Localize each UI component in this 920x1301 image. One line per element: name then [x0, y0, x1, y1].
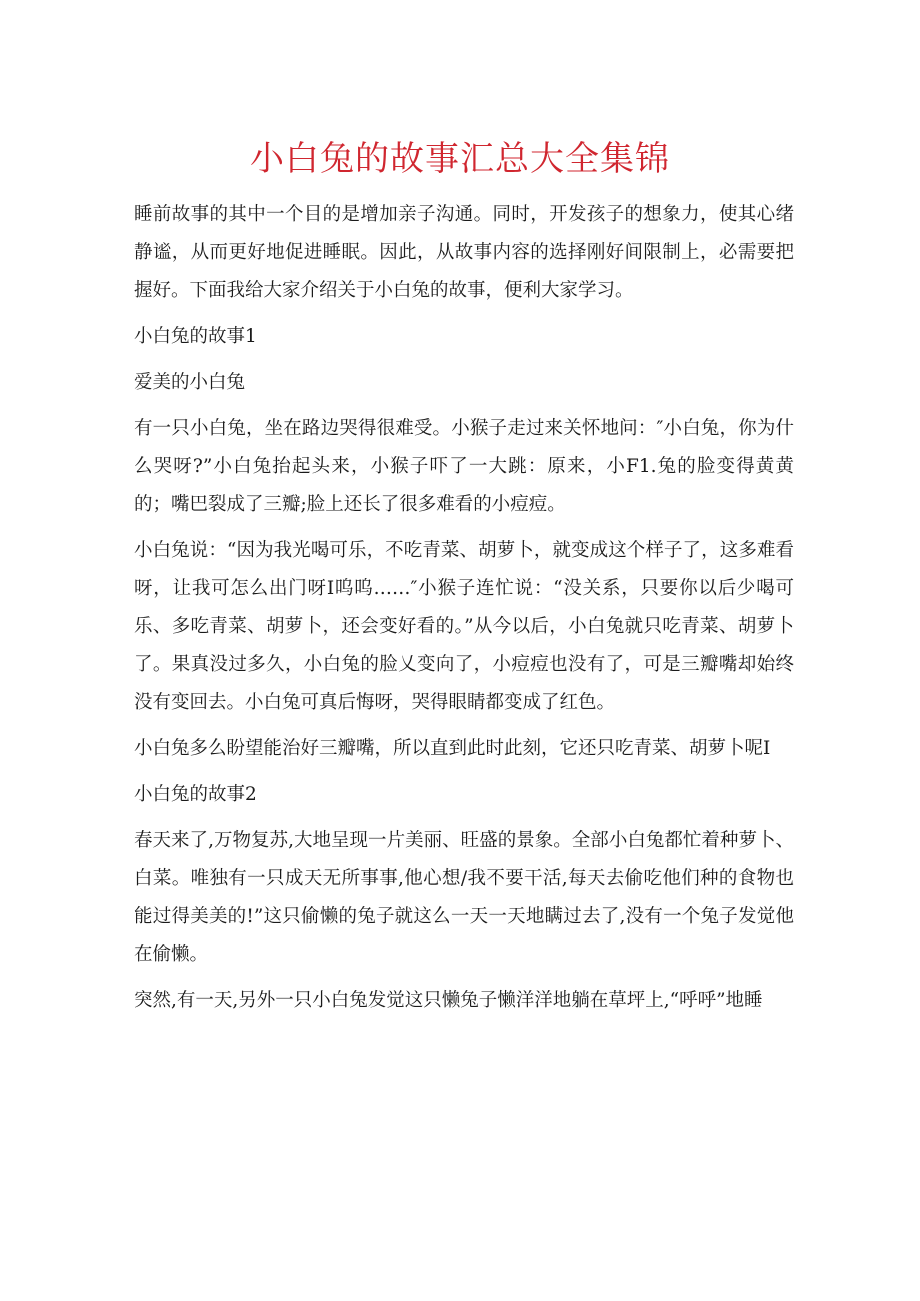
intro-paragraph: 睡前故事的其中一个目的是增加亲子沟通。同时，开发孩子的想象力，使其心绪静谧，从而更好地促进睡眠。因此，从故事内容的选择刚好间限制上，必需要把握好。下面我给大家介绍关于小白兔的故事，便利大家学习。 — [134, 204, 794, 301]
story-1-paragraph: 小白兔多么盼望能治好三瓣嘴，所以直到此时此刻，它还只吃青菜、胡萝卜呢I — [134, 738, 771, 759]
story-1-paragraph: 有一只小白兔，坐在路边哭得很难受。小猴子走过来关怀地问：″小白兔，你为什么哭呀?”小白兔抬起头来，小猴子吓了一大跳：原来，小F1.兔的脸变得黄黄的；嘴巴裂成了三瓣;脸上还长了很多难看的小痘痘。 — [134, 418, 794, 515]
story-1-heading: 小白兔的故事1 — [134, 326, 257, 347]
story-2-paragraph: 春天来了,万物复苏,大地呈现一片美丽、旺盛的景象。全部小白兔都忙着种萝卜、白菜。唯独有一只成天无所事事,他心想/我不要干活,每天去偷吃他们种的食物也能过得美美的!”这只偷懒的兔子就这么一天一天地瞒过去了,没有一个兔子发觉他在偷懒。 — [134, 830, 794, 965]
document-title: 小白兔的故事汇总大全集锦 — [250, 139, 670, 179]
story-2-paragraph: 突然,有一天,另外一只小白兔发觉这只懒兔子懒洋洋地躺在草坪上,“呼呼”地睡 — [134, 990, 763, 1011]
story-1-paragraph: 小白兔说：“因为我光喝可乐，不吃青菜、胡萝卜，就变成这个样子了，这多难看呀，让我可怎么出门呀I呜呜……″小猴子连忙说：“没关系，只要你以后少喝可乐、多吃青菜、胡萝卜，还会变好看的。”从今以后，小白兔就只吃青菜、胡萝卜了。果真没过多久，小白兔的脸乂变向了，小痘痘也没有了，可是三瓣嘴却始终没有变回去。小白兔可真后悔呀，哭得眼睛都变成了红色。 — [134, 540, 794, 713]
document-body — [134, 196, 794, 1020]
story-2-heading: 小白兔的故事2 — [134, 784, 257, 805]
story-1-subtitle: 爱美的小白兔 — [134, 372, 246, 393]
